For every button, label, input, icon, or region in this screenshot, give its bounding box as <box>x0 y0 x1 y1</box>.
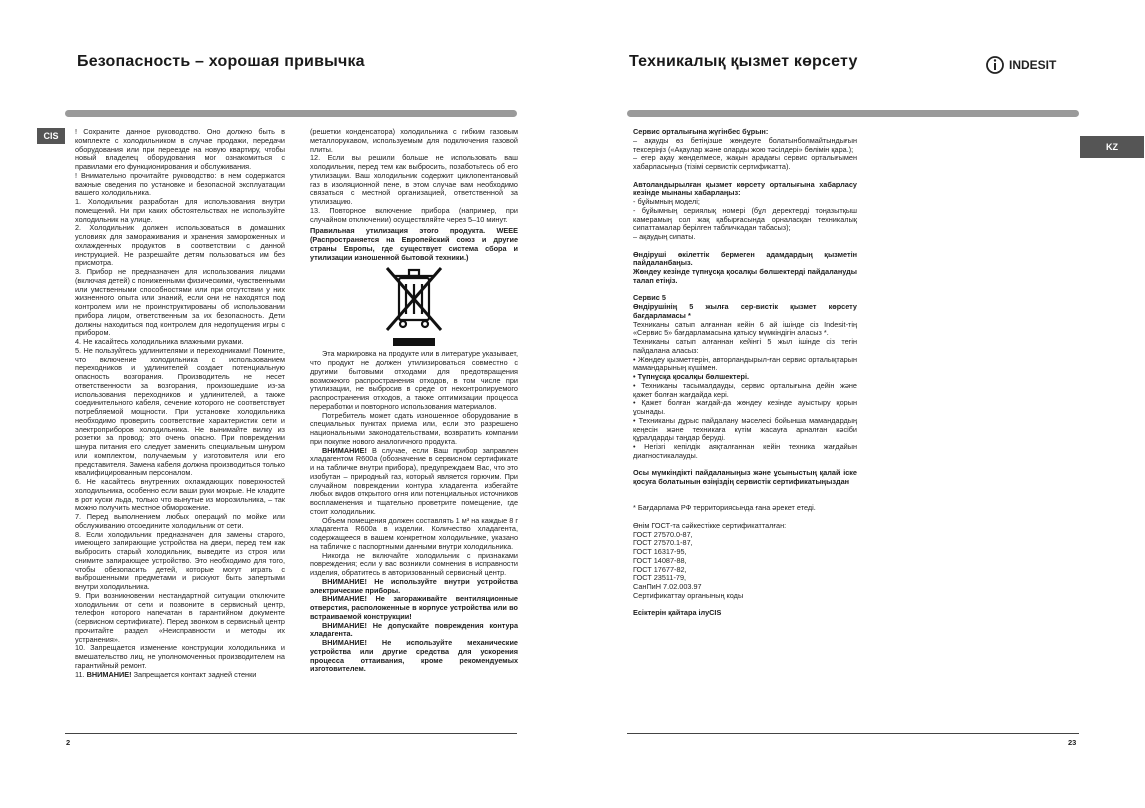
closing-heading: Есіктерін қайтара ілуCIS <box>633 608 722 618</box>
section-heading: Өндіруші өкілеттік бермеген адамдардың қызметін пайдаланбаңыз. <box>633 249 857 268</box>
certificate-line: ГОСТ 27570.1-87, <box>633 538 693 548</box>
footer-rule <box>627 733 1079 734</box>
crossed-out-bin-icon <box>379 264 449 350</box>
brand-logo <box>985 55 1056 75</box>
left-column-1 <box>75 128 285 679</box>
certificate-line: Сертификаттау органының коды <box>633 590 744 600</box>
certificate-line: ГОСТ 17677-82, <box>633 564 687 574</box>
language-tab-kz <box>1080 136 1144 158</box>
page-title: Безопасность – хорошая привычка <box>77 53 365 70</box>
list-item: • Түпнұсқа қосалқы бөлшектері. <box>633 372 750 381</box>
header-divider <box>627 110 1079 117</box>
text: 11. <box>75 669 87 679</box>
warning-paragraph: ВНИМАНИЕ! Не загораживайте вентиляционные отверстия, расположенные в корпусе устройства или во встраиваемой конструкции! <box>310 594 518 621</box>
paragraph: Объем помещения должен составлять 1 м³ на каждые 8 г хладагента R600a в изделии. Количество хладагента, содержащееся в вашем конкретном холодильнике, указано на табличке с паспортными данными внутри холодильника. <box>310 515 518 551</box>
text: Запрещается контакт задней стенки <box>131 669 257 679</box>
paragraph: 7. Перед выполнением любых операций по мойке или обслуживанию отсоедините холодильник от сети. <box>75 512 285 530</box>
paragraph: Техниканы сатып алғаннан кейін 6 ай ішінде сіз Indesit-тің «Сервис 5» бағдарламасына қатысу мүмкіндігін аласыз *. <box>633 319 857 338</box>
section-heading: Сервис 5 <box>633 293 666 303</box>
paragraph: 4. Не касайтесь холодильника влажными руками. <box>75 337 244 346</box>
paragraph: Жөндеу кезінде түпнұсқа қосалқы бөлшектерді пайдалануды талап етіңіз. <box>633 267 857 285</box>
paragraph <box>75 671 285 680</box>
paragraph: Техниканы сатып алғаннан кейінгі 5 жыл ішінде сіз тегін пайдалана аласыз: <box>633 337 857 355</box>
logo-text: INDESIT <box>1009 58 1057 72</box>
paragraph: ! Внимательно прочитайте руководство: в нем содержатся важные сведения по установке и безопасной эксплуатации вашего холодильника. <box>75 170 285 198</box>
list-item: • Қажет болған жағдай-да жөндеу кезінде ауыстыру қорын ұсынады. <box>633 398 857 416</box>
header-divider <box>65 110 517 117</box>
paragraph: Потребитель может сдать изношенное оборудование в специальных пунктах приема или, если это разрешено национальными законодательствами, возвратить компании при покупке нового аналогичного продукта. <box>310 410 518 446</box>
paragraph: Никогда не включайте холодильник с признаками повреждения; если у вас возникли сомнения в исправности изделия, обратитесь в авторизованный сервисный центр. <box>310 550 518 577</box>
page-number: 2 <box>66 738 71 747</box>
paragraph: 12. Если вы решили больше не использовать ваш холодильник, перед тем как выбросить, позаботьтесь об его утилизации. Ваш холодильник содержит циклопентановый газ в изоляционной пене, в этом случае вам необходимо связаться с местной организацией, ответственной за утилизацию. <box>310 153 518 206</box>
warning-label: ВНИМАНИЕ! <box>322 445 367 455</box>
weee-symbol-area <box>310 262 518 350</box>
paragraph: - бұйымның моделі; <box>633 197 700 206</box>
certificate-line: ГОСТ 14087-88, <box>633 555 687 565</box>
section-heading: Автоландырылған қызмет көрсету орталығына хабарласу кезінде мынаны хабарлаңыз: <box>633 179 857 198</box>
list-item: • Жөндеу қызметтерін, авторландырыл-ған сервис орталықтарын мамандарының күшімен. <box>633 354 857 373</box>
certificate-line: ГОСТ 16317-95, <box>633 547 687 556</box>
language-tab-label: CIS <box>43 131 59 141</box>
text: В случае, если Ваш прибор заправлен хладагентом R600a (обозначение в сервисном сертификате и на табличке внутри прибора), предупреждаем Вас, что это изобутан – природный газ, который является горючим. При случайном повреждении контура хладагента избегайте любых видов открытого огня или потенциальных источников воспламенения и тщательно проветрите помещение, где стоит холодильник. <box>310 445 518 516</box>
certificate-line: Өнім ГОСТ-та сәйкестікке сертификатталған: <box>633 520 787 530</box>
paragraph: (решетки конденсатора) холодильника с гибким газовым металлорукавом, используемым для подключения газовой плиты. <box>310 127 518 154</box>
paragraph: 6. Не касайтесь внутренних охлаждающих поверхностей холодильника, особенно если ваши руки мокрые. Не кладите в рот куски льда, только что вынутые из морозильника, – так можно получить местное обморожение. <box>75 477 285 513</box>
weee-heading: Правильная утилизация этого продукта. WEEE (Распространяется на Европейский союз и другие страны Европы, где существует система сбора и утилизации изношенной бытовой техники.) <box>310 226 518 262</box>
indesit-logo-icon <box>985 55 1005 75</box>
page-number: 23 <box>1068 738 1077 747</box>
paragraph <box>310 447 518 517</box>
certificate-line: ГОСТ 27570.0-87, <box>633 529 693 539</box>
warning-paragraph: ВНИМАНИЕ! Не используйте механические устройства или другие средства для ускорения процесса оттаивания, кроме рекомендуемых изготовителем. <box>310 638 518 674</box>
warning-paragraph: ВНИМАНИЕ! Не допускайте повреждения контура хладагента. <box>310 620 518 639</box>
paragraph: – ақаудың сипаты. <box>633 232 696 241</box>
certificate-line: СанПиН 7.02.003.97 <box>633 582 702 591</box>
paragraph: Эта маркировка на продукте или в литературе указывает, что продукт не должен утилизироваться совместно с другими бытовыми отходами для предотвращения возможного распространения отходов, в том числе при утилизации, не выбросив в среде от неконтролируемого распространения отходов, а также оптимизации процесса переработки и повторного использования материалов. <box>310 349 518 411</box>
paragraph: 10. Запрещается изменение конструкции холодильника и вмешательство лиц, не уполномоченных производителем на гарантийный ремонт. <box>75 643 285 670</box>
page-title: Техникалық қызмет көрсету <box>629 53 858 70</box>
warning-label: ВНИМАНИЕ! <box>86 669 132 679</box>
list-item: • Техниканы дұрыс пайдалану мәселесі бойынша мамандардың кеңесін және техникаға күтім жасауға арналған кәсіби құралдарды таңдар беруді. <box>633 415 857 443</box>
paragraph: 1. Холодильник разработан для использования внутри помещений. Ни при каких обстоятельствах не используйте холодильник на улице. <box>75 197 285 224</box>
paragraph: 13. Повторное включение прибора (например, при случайном отключении) осуществляйте через 5–10 минут. <box>310 205 518 224</box>
paragraph: 2. Холодильник должен использоваться в домашних условиях для замораживания и хранения замороженных и охлажденных продуктов в соответствии с данной инструкцией. Не разрешайте детям пользоваться им без присмотра. <box>75 223 285 268</box>
language-tab-label: KZ <box>1106 142 1118 152</box>
paragraph: – егер ақау жөнделмесе, жақын арадағы сервис орталығымен хабарласыңыз (тізімі сервистік сертификатта). <box>633 153 857 171</box>
footnote: * Бағдарлама РФ территориясында ғана әрекет етеді. <box>633 503 816 513</box>
paragraph: 9. При возникновении нестандартной ситуации отключите холодильник от сети и позвоните в сервисный центр, телефон которого напечатан в гарантийном документе (сервисном сертификате). Перед звонком в сервисный центр прочитайте раздел «Неисправности и методы их устранения». <box>75 590 285 644</box>
list-item: • Негізгі кепілдік аяқталғаннан кейін техника жағдайын диагностикалауды. <box>633 442 857 460</box>
warning-paragraph: ВНИМАНИЕ! Не используйте внутри устройства электрические приборы. <box>310 576 518 595</box>
paragraph: ! Сохраните данное руководство. Оно должно быть в комплекте с холодильником в случае продажи, передачи оборудования или при переезде на новую квартиру, чтобы новый владелец оборудования мог ознакомиться с правилами его функционирования и обслуживания. <box>75 127 285 171</box>
section-heading: Осы мүмкіндікті пайдаланыңыз және ұсыныстың қалай іске қосуға болатынын өзіңіздің сервистік сертификатыңыздан <box>633 468 857 486</box>
section-heading: Сервис орталығына жүгінбес бұрын: <box>633 127 769 136</box>
paragraph: 8. Если холодильник предназначен для замены старого, имеющего запирающие устройства на двери, перед тем как выбросить старый холодильник, выведите из строя или снимите запирающее устройство. Это необходимо для того, чтобы обезопасить детей, которые могут играть с выброшенными предметами и рискуют быть запертыми внутри холодильника. <box>75 529 285 591</box>
right-column <box>633 128 857 618</box>
left-column-2 <box>310 128 518 674</box>
paragraph: - бұйымның сериялық номері (бұл деректерді тоңазытқыш камерамың сол жақ қабырғасында орналасқан техникалық сипаттамалар берілген табличкадан табасыз); <box>633 205 857 233</box>
paragraph: 5. Не пользуйтесь удлинителями и переходниками! Помните, что включение холодильника с использованием переходников и удлинителей создает потенциальную опасность возгорания. Производитель не несет ответственности за возгорания, произошедшие из-за использования переходников и удлинителей, а также соединительного кабеля, сечение которого не соответствует потребляемой мощности. При установке холодильника необходимо проверить соответствие характеристик сети и электроприборов холодильника. Не вынимайте вилку из розетки за провод: это очень опасно. При повреждении шнура питания его следует заменить специальным шнуром или комплектом, получаемым у изготовителя или его представителя. Замена кабеля должна производиться только квалифицированным персоналом. <box>75 345 285 478</box>
paragraph: – ақауды өз бетіңізше жөндеуге болатынболмайтындығын тексеріңіз («Ақаулар және оларды жою тәсілдері» бөлімін қара.); <box>633 135 857 154</box>
certificate-line: ГОСТ 23511-79, <box>633 573 687 583</box>
language-tab-cis <box>37 128 65 144</box>
footer-rule <box>65 733 517 734</box>
paragraph: 3. Прибор не предназначен для использования лицами (включая детей) с пониженными физическими, чувственными или умственными способностями или при отсутствии у них жизненного опыта или знаний, если они не находятся под контролем или не проинструктированы об использовании прибора лицом, ответственным за их безопасность. Дети должны находиться под контролем для недопущения игры с прибором. <box>75 267 285 338</box>
paragraph: Өндірушінің 5 жылға сер-вистік қызмет көрсету бағдарламасы * <box>633 302 857 320</box>
list-item: • Техниканы тасымалдауды, сервис орталығына дейін және қажет болған жағдайда кері. <box>633 380 857 399</box>
